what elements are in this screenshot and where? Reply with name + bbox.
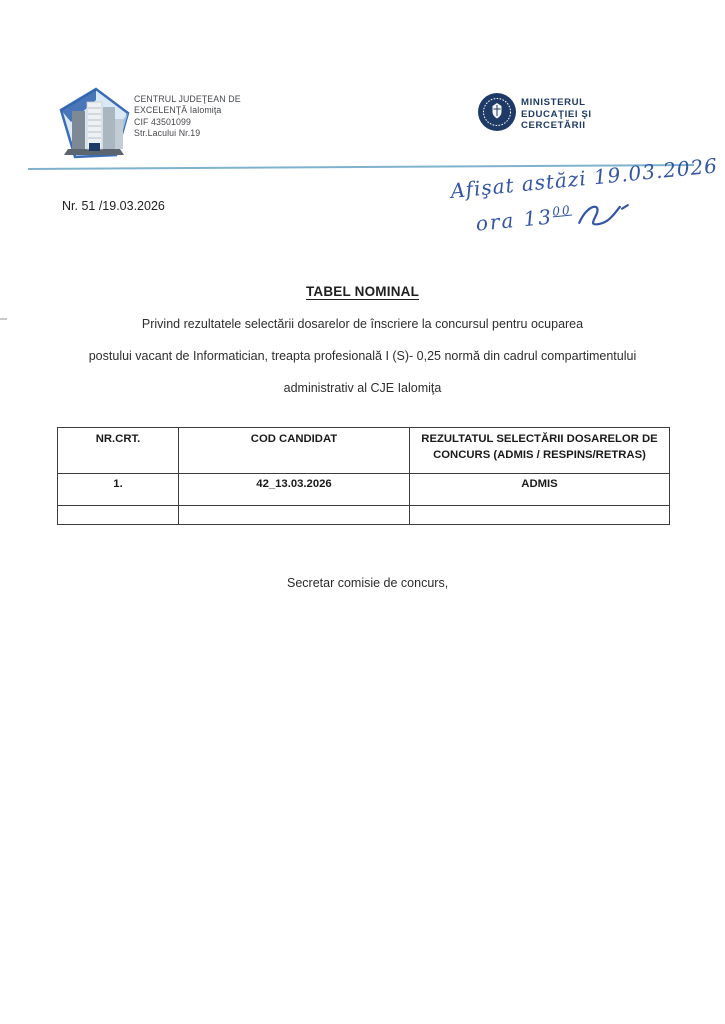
table-header-row [58,428,670,474]
intro-line: postului vacant de Informatician, treapta profesională I (S)- 0,25 normă din cadrul compartimentului [88,349,637,363]
cje-building-logo-icon [58,87,130,161]
table-row-empty [58,506,670,525]
handwritten-time: ora $13^{00}$ [474,185,724,243]
ministry-seal-icon [477,92,517,132]
cell-nr [58,506,179,525]
ministry-name-block [521,97,592,132]
cell-rezultat [410,506,670,525]
cell-rezultat: ADMIS [410,474,670,506]
signature-icon [573,193,640,233]
org-line: Str.Lacului Nr.19 [134,128,201,139]
cell-nr: 1. [58,474,179,506]
ministry-line: CERCETĂRII [521,120,586,132]
org-line: CENTRUL JUDEŢEAN DE [134,94,241,104]
org-line: EXCELENŢĂ Ialomiţa [134,105,222,116]
scan-artifact [0,318,7,320]
cell-cod: 42_13.03.2026 [179,474,410,506]
intro-line: Privind rezultatele selectării dosarelor de înscriere la concursul pentru ocuparea [141,317,584,331]
ministry-line: EDUCAŢIEI ŞI [521,108,592,120]
header-rezultat: REZULTATUL SELECTĂRII DOSARELOR DE CONCURS (ADMIS / RESPINS/RETRAS) [410,428,670,474]
page-title: TABEL NOMINAL [305,284,420,299]
ministry-line: MINISTERUL [521,97,586,108]
registration-number: Nr. 51 /19.03.2026 [62,199,165,213]
handwritten-date: Afişat astăzi 19.03.2026 [449,153,719,203]
intro-line: administrativ al CJE Ialomiţa [283,381,442,395]
header-nr-crt: NR.CRT. [58,428,179,474]
org-address-block [134,94,241,140]
header-cod-candidat: COD CANDIDAT [179,428,410,474]
table-row [58,474,670,506]
org-line: CIF 43501099 [134,116,191,127]
document-body [0,276,725,404]
results-table [57,427,670,525]
cell-cod [179,506,410,525]
secretary-signature-line: Secretar comisie de concurs, [287,576,449,590]
